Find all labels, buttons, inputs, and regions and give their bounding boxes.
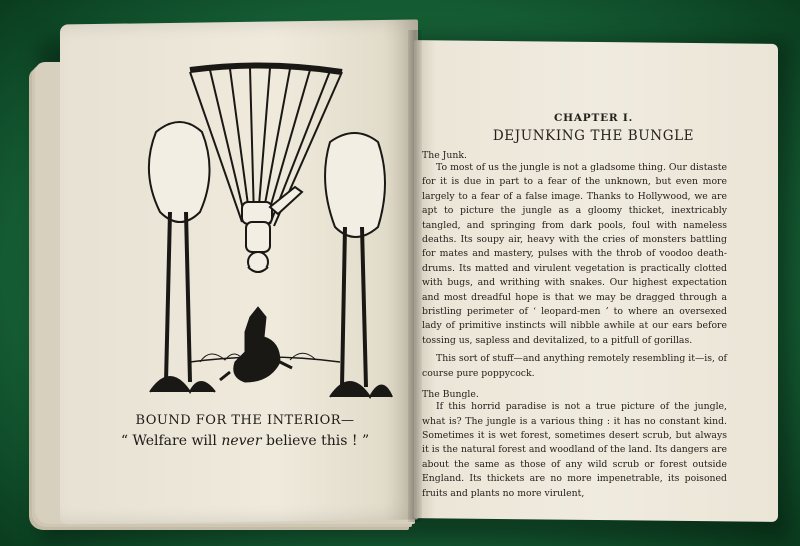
- caption-quote-emphasis: never: [221, 433, 262, 449]
- book-gutter: [408, 30, 422, 522]
- jungle-illustration: [130, 62, 400, 412]
- left-tree: [149, 122, 215, 392]
- caption-quote-start: “ Welfare will: [120, 433, 222, 449]
- section-heading-junk: The Junk.: [422, 150, 467, 161]
- illustration-caption-quote: [110, 433, 380, 449]
- chapter-title: DEJUNKING THE BUNGLE: [492, 128, 695, 144]
- right-tree: [325, 133, 392, 397]
- crocodile-figure: [220, 307, 292, 382]
- caption-quote-end: believe this ! ”: [261, 433, 370, 449]
- section-heading-bungle: The Bungle.: [422, 389, 479, 401]
- chapter-number: CHAPTER I.: [553, 112, 634, 124]
- illustration-caption-title: BOUND FOR THE INTERIOR—: [135, 413, 355, 428]
- paragraph-junk-2: This sort of stuff—and anything remotely resembling it—is, of course pure poppycock.: [422, 353, 727, 379]
- paragraph-junk-1: To most of us the jungle is not a gladsome thing. Our distaste for it is due in part to a fear of the unknown, but even more largely to a fear of a false image. Thanks to Hollywood, we are apt to picture the jungle as a gloomy thicket, inextricably tangled, and springing from dark pools, foul with nameless deaths. Its soupy air, heavy with the cries of monsters battling for mates and mastery, pulses with the throb of voodoo death-drums. Its matted and virulent vegetation is practically clotted with bugs, and writhing with snakes. Our highest expectation and most dreadful hope is that we may be dragged through a bristling perimeter of ‘ leopard-men ’ to where an oversexed lady of primitive instincts will nibble awhile at our ears before tossing us, sapless and devitalized, to a pitfull of gorillas.: [422, 162, 727, 346]
- chapter-text: [422, 112, 727, 501]
- paragraph-bungle-1: If this horrid paradise is not a true picture of the jungle, what is? The jungle is a various thing : it has no constant kind. Sometimes it is wet forest, sometimes desert scrub, but always it is the natural forest and woodland of the land. Its dangers are about the same as those of any wild scrub or forest outside England. Its thickets are no more impenetrable, its poisoned fruits and plants no more virulent,: [422, 401, 727, 499]
